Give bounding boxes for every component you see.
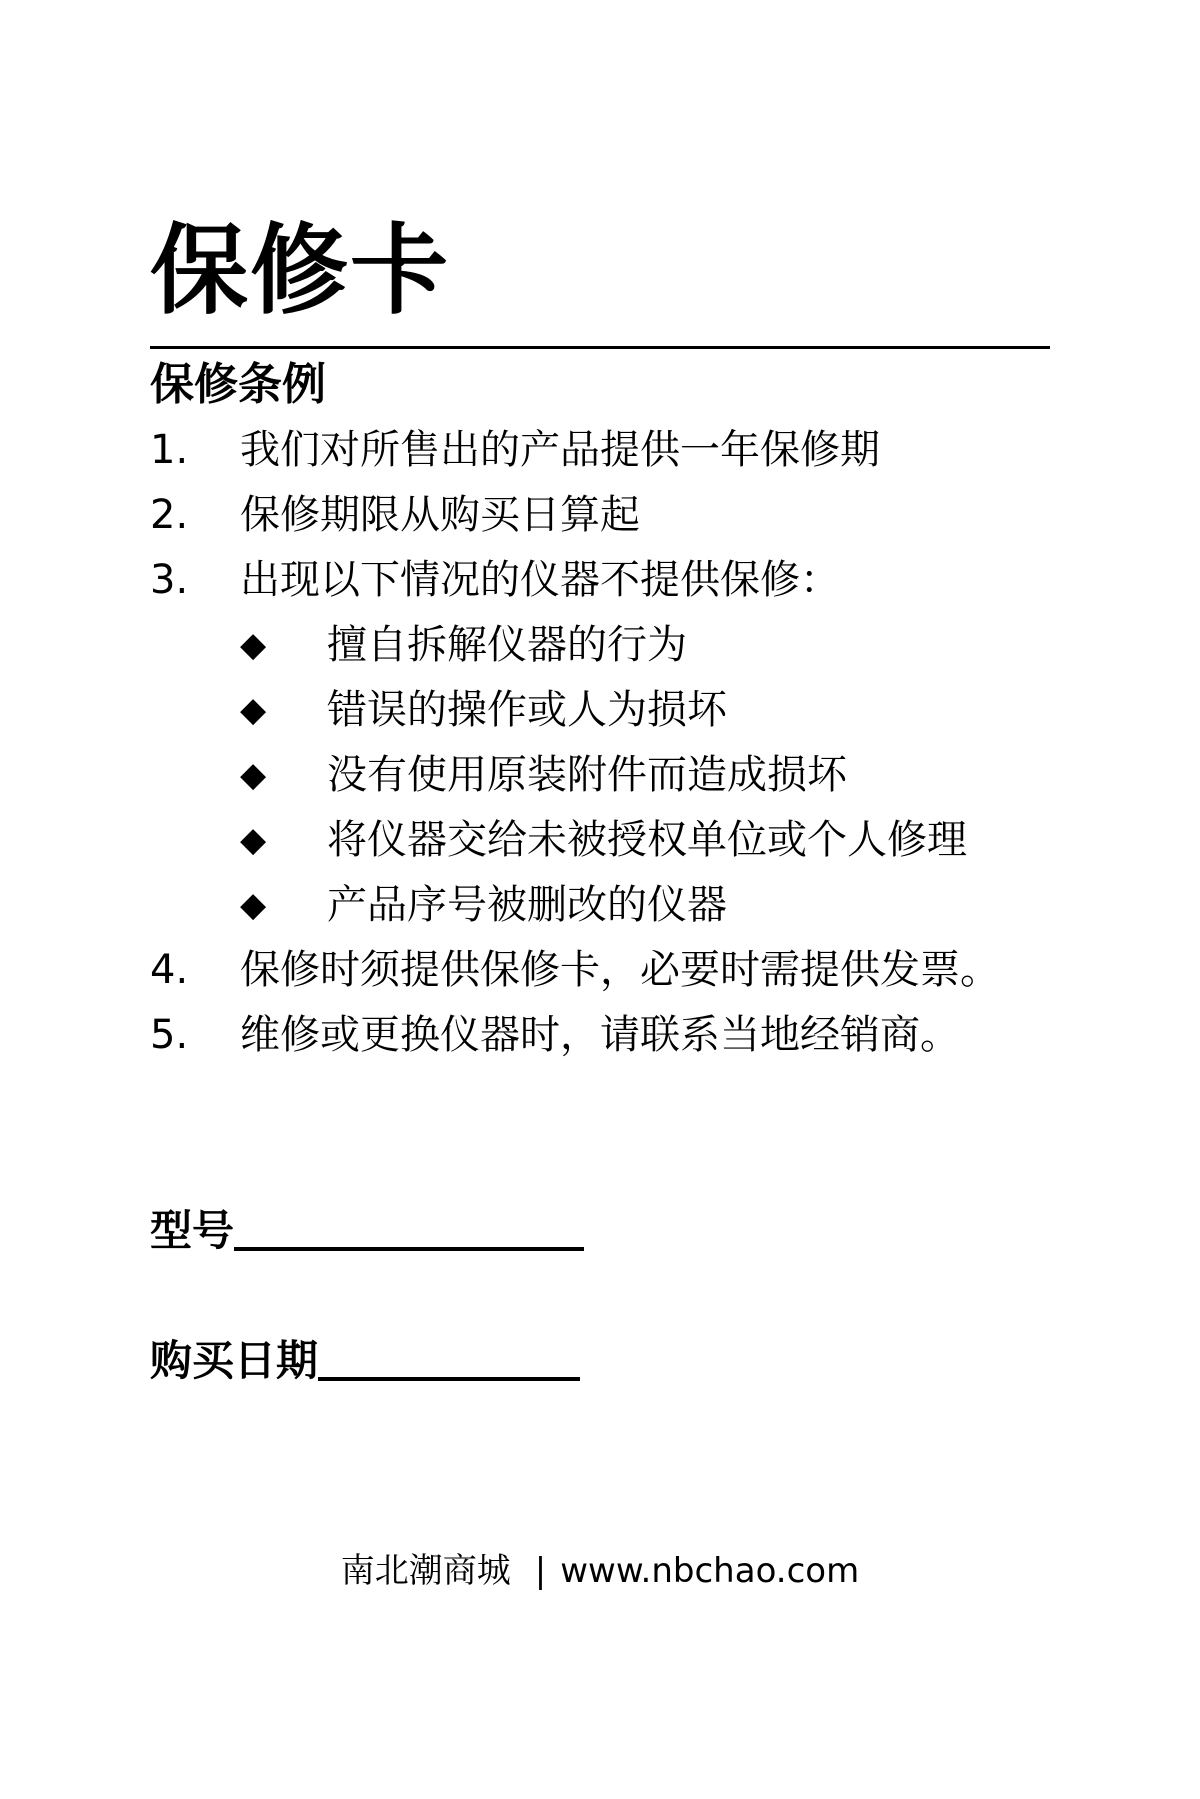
list-item [0, 938, 1200, 1003]
diamond-bullet-icon: ◆ [240, 820, 267, 860]
item-text: 保修期限从购买日算起 [240, 492, 640, 538]
title-divider [150, 346, 1050, 349]
item-text: 没有使用原装附件而造成损坏 [327, 752, 847, 798]
item-number: 4. [150, 947, 189, 993]
model-label: 型号 [150, 1206, 235, 1255]
purchase-date-blank-line[interactable] [318, 1333, 580, 1381]
purchase-date-field [150, 1331, 580, 1391]
item-text: 将仪器交给未被授权单位或个人修理 [327, 817, 967, 863]
diamond-bullet-icon: ◆ [240, 755, 267, 795]
item-number: 5. [150, 1012, 189, 1058]
sub-list-item [0, 808, 1200, 873]
purchase-date-label: 购买日期 [150, 1336, 319, 1385]
model-field [150, 1201, 584, 1261]
item-text: 产品序号被删改的仪器 [327, 882, 727, 928]
page-title: 保修卡 [150, 214, 451, 328]
item-text: 擅自拆解仪器的行为 [327, 622, 687, 668]
list-item [0, 548, 1200, 613]
item-number: 1. [150, 427, 189, 473]
sub-list-item [0, 613, 1200, 678]
sub-list-item [0, 873, 1200, 938]
footer-url: www.nbchao.com [560, 1551, 860, 1591]
footer [0, 1546, 1200, 1596]
item-text: 维修或更换仪器时，请联系当地经销商。 [240, 1012, 960, 1058]
item-text: 我们对所售出的产品提供一年保修期 [240, 427, 880, 473]
sub-list-item [0, 678, 1200, 743]
list-item [0, 418, 1200, 483]
footer-brand: 南北潮商城 [340, 1551, 511, 1591]
sub-list-item [0, 743, 1200, 808]
diamond-bullet-icon: ◆ [240, 690, 267, 730]
model-blank-line[interactable] [234, 1203, 584, 1251]
diamond-bullet-icon: ◆ [240, 625, 267, 665]
item-text: 错误的操作或人为损坏 [327, 687, 727, 733]
section-title: 保修条例 [150, 359, 326, 410]
diamond-bullet-icon: ◆ [240, 885, 267, 925]
item-number: 2. [150, 492, 189, 538]
warranty-terms-list [0, 418, 1200, 1068]
footer-separator: | [534, 1551, 547, 1591]
item-text: 保修时须提供保修卡，必要时需提供发票。 [240, 947, 1000, 993]
item-text: 出现以下情况的仪器不提供保修： [240, 557, 840, 603]
list-item [0, 483, 1200, 548]
list-item [0, 1003, 1200, 1068]
item-number: 3. [150, 557, 189, 603]
